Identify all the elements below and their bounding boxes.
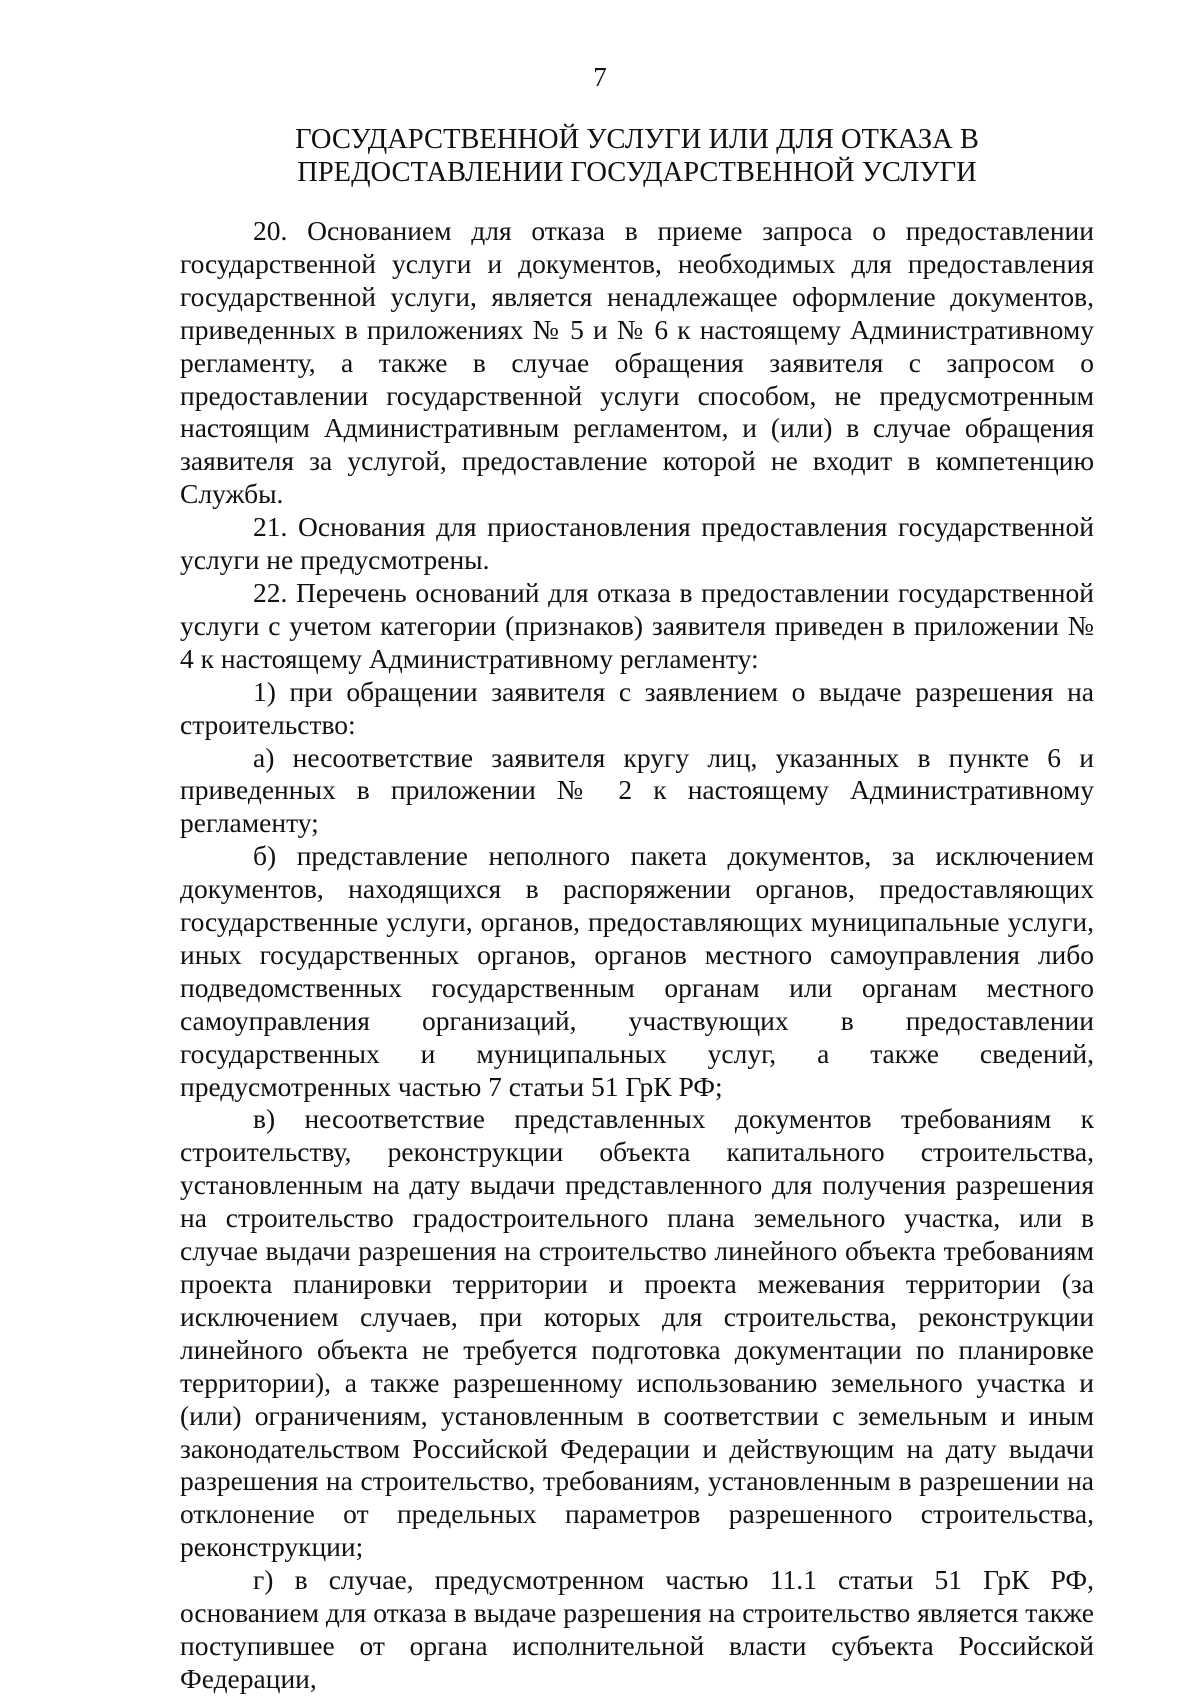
- paragraph-22: 22. Перечень оснований для отказа в предоставлении государственной услуги с учетом категории (признаков) заявителя приведен в приложении № 4 к настоящему Административному регламенту:: [180, 576, 1094, 674]
- subitem-a: а) несоответствие заявителя кругу лиц, указанных в пункте 6 и приведенных в приложении № 2 к настоящему Административному регламенту;: [180, 741, 1094, 839]
- section-heading-line: ГОСУДАРСТВЕННОЙ УСЛУГИ ИЛИ ДЛЯ ОТКАЗА В: [295, 124, 979, 155]
- subitem-1: 1) при обращении заявителя с заявлением о выдаче разрешения на строительство:: [180, 675, 1094, 740]
- document-body: [180, 215, 1094, 1696]
- section-heading: [180, 123, 1094, 189]
- subitem-v: в) несоответствие представленных документов требованиям к строительству, реконструкции объекта капитального строительства, установленным на дату выдачи представленного для получения разрешения на строительство градостроительного плана земельного участка, или в случае выдачи разрешения на строительство линейного объекта требованиям проекта планировки территории и проекта межевания территории (за исключением случаев, при которых для строительства, реконструкции линейного объекта не требуется подготовка документации по планировке территории), а также разрешенному использованию земельного участка и (или) ограничениям, установленным в соответствии с земельным и иным законодательством Российской Федерации и действующим на дату выдачи разрешения на строительство, требованиям, установленным в разрешении на отклонение от предельных параметров разрешенного строительства, реконструкции;: [180, 1103, 1094, 1563]
- subitem-g: г) в случае, предусмотренном частью 11.1 статьи 51 ГрК РФ, основанием для отказа в выдаче разрешения на строительство является также поступившее от органа исполнительной власти субъекта Российской Федерации,: [180, 1564, 1094, 1694]
- section-heading-line: ПРЕДОСТАВЛЕНИИ ГОСУДАРСТВЕННОЙ УСЛУГИ: [297, 157, 977, 188]
- paragraph-20: 20. Основанием для отказа в приеме запроса о предоставлении государственной услуги и документов, необходимых для предоставления государственной услуги, является ненадлежащее оформление документов, приведенных в приложениях № 5 и № 6 к настоящему Административному регламенту, а также в случае обращения заявителя с запросом о предоставлении государственной услуги способом, не предусмотренным настоящим Административным регламентом, и (или) в случае обращения заявителя за услугой, предоставление которой не входит в компетенцию Службы.: [180, 215, 1094, 510]
- paragraph-21: 21. Основания для приостановления предоставления государственной услуги не предусмотрены.: [180, 511, 1094, 576]
- subitem-b: б) представление неполного пакета документов, за исключением документов, находящихся в распоряжении органов, предоставляющих государственные услуги, органов, предоставляющих муниципальные услуги, иных государственных органов, органов местного самоуправления либо подведомственных государственным органам или органам местного самоуправления организаций, участвующих в предоставлении государственных и муниципальных услуг, а также сведений, предусмотренных частью 7 статьи 51 ГрК РФ;: [180, 840, 1094, 1102]
- page-number: 7: [593, 62, 607, 92]
